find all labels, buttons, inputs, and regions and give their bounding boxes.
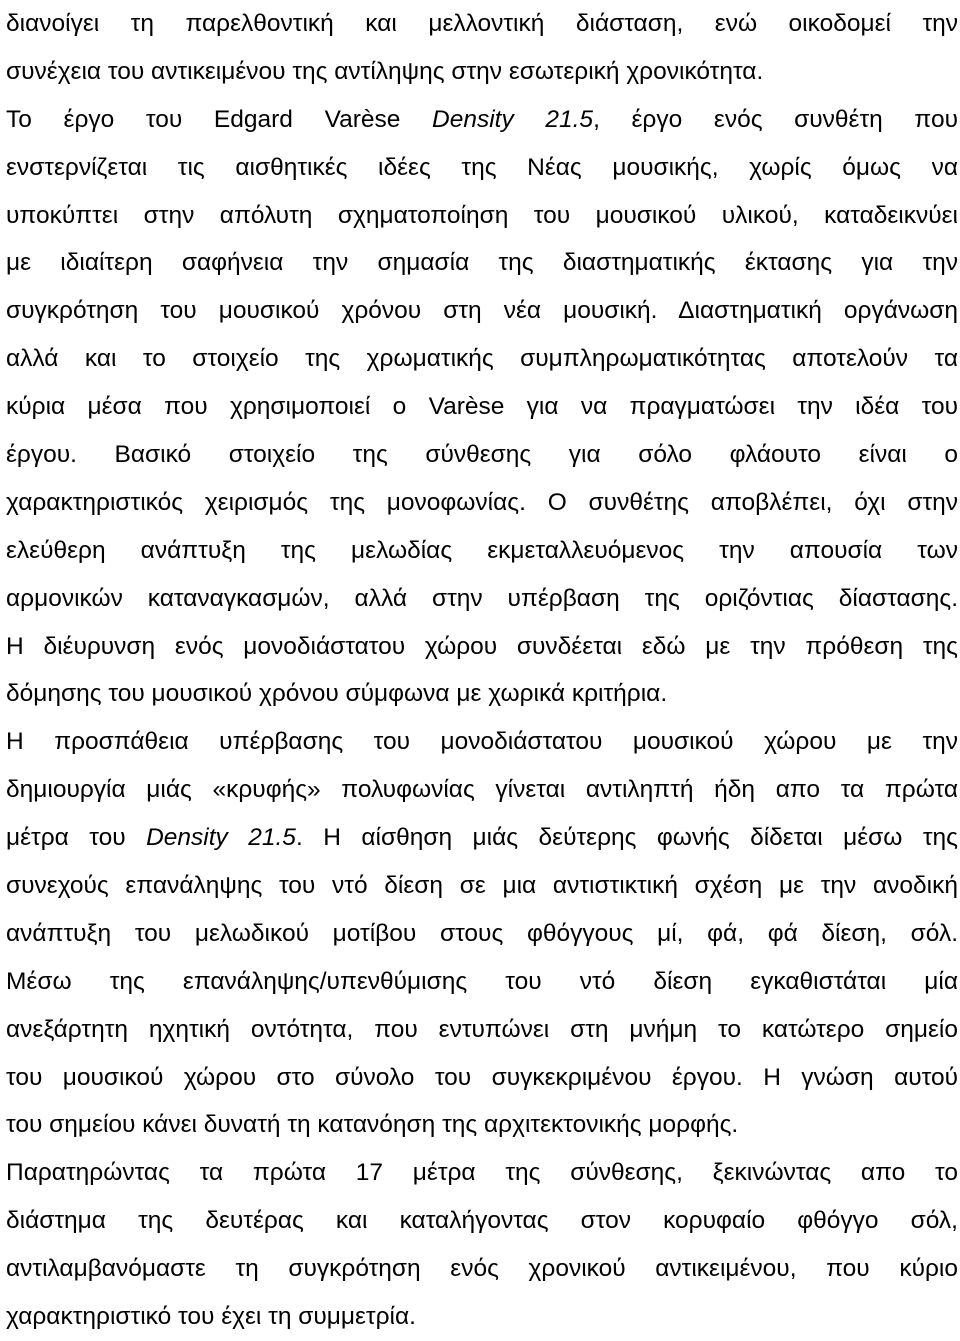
text-line — [6, 479, 958, 527]
text-run: του μουσικού χώρου στο σύνολο του συγκεκριμένου έργου. Η γνώση αυτού — [6, 1063, 958, 1091]
text-run: Παρατηρώντας τα πρώτα 17 μέτρα της σύνθεσης, ξεκινώντας απο το — [6, 1159, 958, 1187]
text-line — [6, 431, 958, 479]
text-line — [6, 1245, 958, 1293]
text-line — [6, 48, 958, 96]
text-run: ανεξάρτητη ηχητική οντότητα, που εντυπώνει στη μνήμη το κατώτερο σημείο — [6, 1015, 958, 1043]
text-run: Μέσω της επανάληψης/υπενθύμισης του ντό δίεση εγκαθιστάται μία — [6, 967, 958, 995]
text-line — [6, 1197, 958, 1245]
text-run: ενστερνίζεται τις αισθητικές ιδέες της Νέας μουσικής, χωρίς όμως να — [6, 153, 958, 181]
text-line — [6, 527, 958, 575]
text-run: υποκύπτει στην απόλυτη σχηματοποίηση του μουσικού υλικού, καταδεικνύει — [6, 201, 958, 229]
text-run: διανοίγει τη παρελθοντική και μελλοντική διάσταση, ενώ οικοδομεί την — [6, 10, 958, 37]
text-line — [6, 718, 958, 766]
text-line — [6, 1054, 958, 1102]
text-run: δόμησης του μουσικού χρόνου σύμφωνα με χωρικά κριτήρια. — [6, 680, 668, 708]
text-run: αρμονικών καταναγκασμών, αλλά στην υπέρβαση της οριζόντιας δίαστασης. — [6, 584, 958, 612]
text-run: Η προσπάθεια υπέρβασης του μονοδιάστατου μουσικού χώρου με την — [6, 728, 958, 756]
text-line — [6, 814, 958, 862]
text-run: αλλά και το στοιχείο της χρωματικής συμπληρωματικότητας αποτελούν τα — [6, 345, 958, 373]
text-run: συνεχούς επανάληψης του ντό δίεση σε μια αντιστικτική σχέση με την ανοδική — [6, 872, 958, 900]
text-run: δημιουργία μιάς «κρυφής» πολυφωνίας γίνεται αντιληπτή ήδη απο τα πρώτα — [6, 776, 958, 804]
text-line — [6, 144, 958, 192]
text-line — [6, 766, 958, 814]
text-line — [6, 958, 958, 1006]
text-line — [6, 862, 958, 910]
text-line — [6, 1006, 958, 1054]
text-run: έργου. Βασικό στοιχείο της σύνθεσης για σόλο φλάουτο είναι ο — [6, 441, 958, 469]
text-line — [6, 910, 958, 958]
italic-title: Density 21.5 — [146, 824, 296, 852]
text-run: ελεύθερη ανάπτυξη της μελωδίας εκμεταλλευόμενος την απουσία των — [6, 536, 958, 564]
text-line — [6, 575, 958, 623]
text-line — [6, 287, 958, 335]
text-run: Το έργο του Edgard Varèse — [6, 105, 433, 133]
text-run: χαρακτηριστικό του έχει τη συμμετρία. — [6, 1303, 416, 1331]
text-line — [6, 623, 958, 671]
text-run: χαρακτηριστικός χειρισμός της μονοφωνίας. Ο συνθέτης αποβλέπει, όχι στην — [6, 488, 958, 516]
text-run: διάστημα της δευτέρας και καταλήγοντας στον κορυφαίο φθόγγο σόλ, — [6, 1207, 958, 1235]
text-run: κύρια μέσα που χρησιμοποιεί ο Varèse για να πραγματώσει την ιδέα του — [6, 393, 958, 421]
text-run: . Η αίσθηση μιάς δεύτερης φωνής δίδεται μέσω της — [295, 824, 958, 852]
text-run: , έργο ενός συνθέτη που — [593, 105, 958, 133]
italic-title: Density 21.5 — [432, 105, 594, 133]
text-run: συγκρότηση του μουσικού χρόνου στη νέα μουσική. Διαστηματική οργάνωση — [6, 297, 958, 325]
text-run: ανάπτυξη του μελωδικού μοτίβου στους φθόγγους μί, φά, φά δίεση, σόλ. — [6, 919, 958, 947]
text-line — [6, 1149, 958, 1197]
text-line — [6, 1101, 958, 1149]
text-run: αντιλαμβανόμαστε τη συγκρότηση ενός χρονικού αντικειμένου, που κύριο — [6, 1255, 958, 1283]
text-run: συνέχεια του αντικειμένου της αντίληψης στην εσωτερική χρονικότητα. — [6, 57, 764, 85]
text-line — [6, 192, 958, 240]
text-line — [6, 1293, 958, 1341]
text-line — [6, 670, 958, 718]
text-line — [6, 383, 958, 431]
text-line — [6, 239, 958, 287]
document-page — [6, 0, 958, 1341]
text-run: του σημείου κάνει δυνατή τη κατανόηση της αρχιτεκτονικής μορφής. — [6, 1111, 739, 1139]
text-line — [6, 335, 958, 383]
text-run: μέτρα του — [6, 824, 147, 852]
text-run: με ιδιαίτερη σαφήνεια την σημασία της διαστηματικής έκτασης για την — [6, 249, 958, 277]
text-line — [6, 96, 958, 144]
text-run: Η διέυρυνση ενός μονοδιάστατου χώρου συνδέεται εδώ με την πρόθεση της — [6, 632, 958, 660]
text-line — [6, 0, 958, 48]
